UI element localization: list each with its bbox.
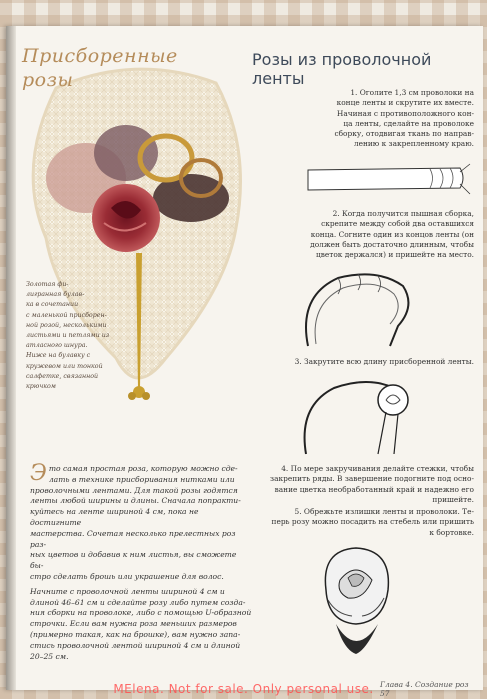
article-line: (примерно такая, как на брошке), вам нужно запа-	[30, 629, 241, 639]
drop-cap: Э	[30, 461, 47, 486]
caption-line: Ниже на булавку с	[26, 352, 91, 360]
step-line: конце ленты и скрутите их вместе.	[336, 98, 474, 108]
caption-line: лигранная булав-	[26, 291, 85, 299]
step-line: сборку, отодвигая ткань по направ-	[334, 129, 474, 139]
step-line: 1. Оголите 1,3 см проволоки на	[350, 88, 474, 97]
step-line: ца ленты, сделайте на проволоке	[343, 118, 474, 128]
left-title-line: Присборенные	[22, 45, 178, 67]
article-line: ленты любой ширины и длины. Сначала попракти-	[30, 496, 241, 506]
step-line: скрепите между собой два оставшихся	[321, 219, 474, 229]
step-5-text	[258, 507, 474, 538]
step-line: цветок держался) и пришейте на место.	[315, 250, 474, 260]
article-line: мастерства. Сочетая несколько прелестных роз раз-	[30, 528, 236, 549]
right-title-line: ленты	[252, 69, 305, 88]
caption-line: салфетке, связанной	[26, 372, 99, 380]
step-line: должен быть достаточно длинным, чтобы	[310, 239, 474, 249]
step-line: конца. Согните один из концов ленты (он	[310, 229, 474, 239]
illustration-gathered-ribbon	[300, 160, 472, 198]
article-line: 20–25 см.	[30, 651, 69, 661]
caption-line: ной розой, несколькими	[26, 321, 107, 329]
illustration-finished-rose	[306, 540, 406, 658]
book-spine	[6, 26, 16, 690]
step-line: 4. По мере закручивания делайте стежки, чтобы	[281, 464, 474, 473]
illustration-joined-ends	[298, 266, 418, 348]
step-line: лению к закрепленному краю.	[353, 139, 474, 149]
step-line: закрепить ряды. В завершение подогните под осно-	[270, 474, 474, 484]
step-line: 3. Закрутите всю длину присборенной ленты.	[294, 357, 474, 366]
step-line: Начиная с противоположного кон-	[336, 108, 474, 118]
step-line: 2. Когда получится пышная сборка,	[332, 209, 474, 218]
article-line: то самая простая роза, которую можно сде-	[48, 464, 238, 473]
caption-line: кружевом или тонкой	[26, 362, 103, 370]
article-line: стись проволочной лентой шириной 4 см и длиной	[30, 640, 241, 650]
article-paragraph	[30, 587, 252, 663]
photo-caption	[26, 280, 126, 392]
right-section-title	[252, 50, 472, 88]
caption-line: ка в сочетании	[26, 301, 79, 309]
left-section-title	[22, 44, 178, 92]
step-line: перь розу можно посадить на стебель или пришить	[271, 517, 474, 527]
caption-line: крючком	[26, 383, 57, 391]
main-article-text	[30, 461, 252, 666]
article-paragraph	[30, 461, 252, 583]
step-line: к бортовке.	[429, 527, 474, 537]
article-line: Начните с проволочной ленты шириной 4 см и	[30, 586, 225, 596]
step-line: вание цветка необработанный край и надежно его	[274, 484, 474, 494]
article-line: строчки. Если вам нужна роза меньших размеров	[30, 619, 237, 629]
page-footer: Глава 4. Создание роз 57	[380, 680, 469, 698]
caption-line: Золотая фи-	[26, 281, 69, 288]
step-3-text	[258, 357, 474, 367]
article-line: ния сборки на проволоке, либо с помощью U-образной	[30, 608, 252, 618]
watermark-text: MElena. Not for sale. Only personal use.	[113, 682, 374, 696]
illustration-rolled-ribbon	[298, 372, 418, 456]
caption-line: листьями и петлями из	[26, 332, 110, 340]
left-title-line: розы	[22, 69, 74, 91]
article-line: стро сделать брошь или украшение для волос.	[30, 571, 224, 581]
step-line: пришейте.	[432, 494, 474, 504]
article-line: ных цветов и добавив к ним листья, вы сможете бы-	[30, 550, 237, 571]
step-line: 5. Обрежьте излишки ленты и проволоки. Те-	[294, 507, 474, 516]
article-line: проволочными лентами. Для такой розы годятся	[30, 485, 238, 495]
step-4-text	[258, 464, 474, 505]
caption-line: с маленькой присборен-	[26, 311, 107, 319]
right-title-line: Розы из проволочной	[252, 50, 432, 69]
step-2-text	[258, 209, 474, 260]
article-line: лать в технике присборивания нитками или	[48, 474, 235, 484]
article-line: куйтесь на ленте шириной 4 см, пока не достигните	[30, 507, 199, 527]
article-line: длиной 46–61 см и сделайте розу либо путем созда-	[30, 597, 246, 607]
step-1-text	[258, 88, 474, 150]
caption-line: атласного шнура.	[26, 342, 88, 350]
